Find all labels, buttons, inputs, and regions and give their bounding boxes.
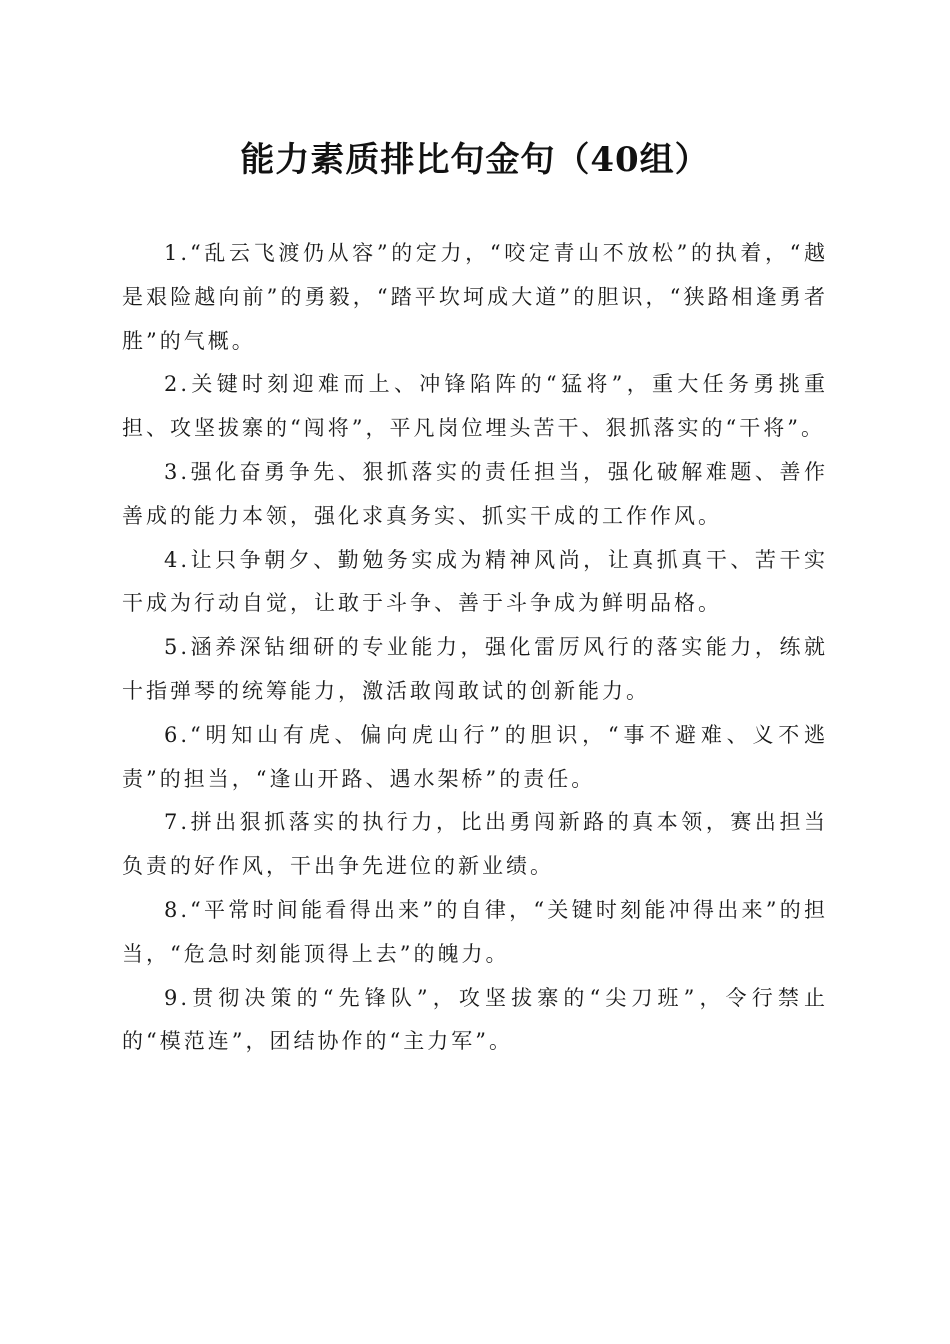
paragraph-3: 3.强化奋勇争先、狠抓落实的责任担当，强化破解难题、善作善成的能力本领，强化求真务实、抓实干成的工作作风。: [122, 459, 828, 528]
paragraph-9: 9.贯彻决策的“先锋队”，攻坚拔寨的“尖刀班”，令行禁止的“模范连”，团结协作的“主力军”。: [122, 985, 828, 1054]
paragraph-2: 2.关键时刻迎难而上、冲锋陷阵的“猛将”，重大任务勇挑重担、攻坚拔寨的“闯将”，平凡岗位埋头苦干、狠抓落实的“干将”。: [122, 372, 828, 441]
page-title: 能力素质排比句金句（40组）: [240, 140, 710, 180]
paragraph-7: 7.拼出狠抓落实的执行力，比出勇闯新路的真本领，赛出担当负责的好作风，干出争先进位的新业绩。: [122, 810, 828, 879]
document-body: [122, 232, 828, 1064]
paragraph-5: 5.涵养深钻细研的专业能力，强化雷厉风行的落实能力，练就十指弹琴的统筹能力，激活敢闯敢试的创新能力。: [122, 635, 828, 703]
paragraph-8: 8.“平常时间能看得出来”的自律，“关键时刻能冲得出来”的担当，“危急时刻能顶得上去”的魄力。: [122, 897, 828, 966]
paragraph-4: 4.让只争朝夕、勤勉务实成为精神风尚，让真抓真干、苦干实干成为行动自觉，让敢于斗争、善于斗争成为鲜明品格。: [122, 547, 828, 616]
paragraph-6: 6.“明知山有虎、偏向虎山行”的胆识，“事不避难、义不逃责”的担当，“逢山开路、遇水架桥”的责任。: [122, 722, 828, 791]
paragraph-1: 1.“乱云飞渡仍从容”的定力，“咬定青山不放松”的执着，“越是艰险越向前”的勇毅，“踏平坎坷成大道”的胆识，“狭路相逢勇者胜”的气概。: [122, 241, 828, 353]
